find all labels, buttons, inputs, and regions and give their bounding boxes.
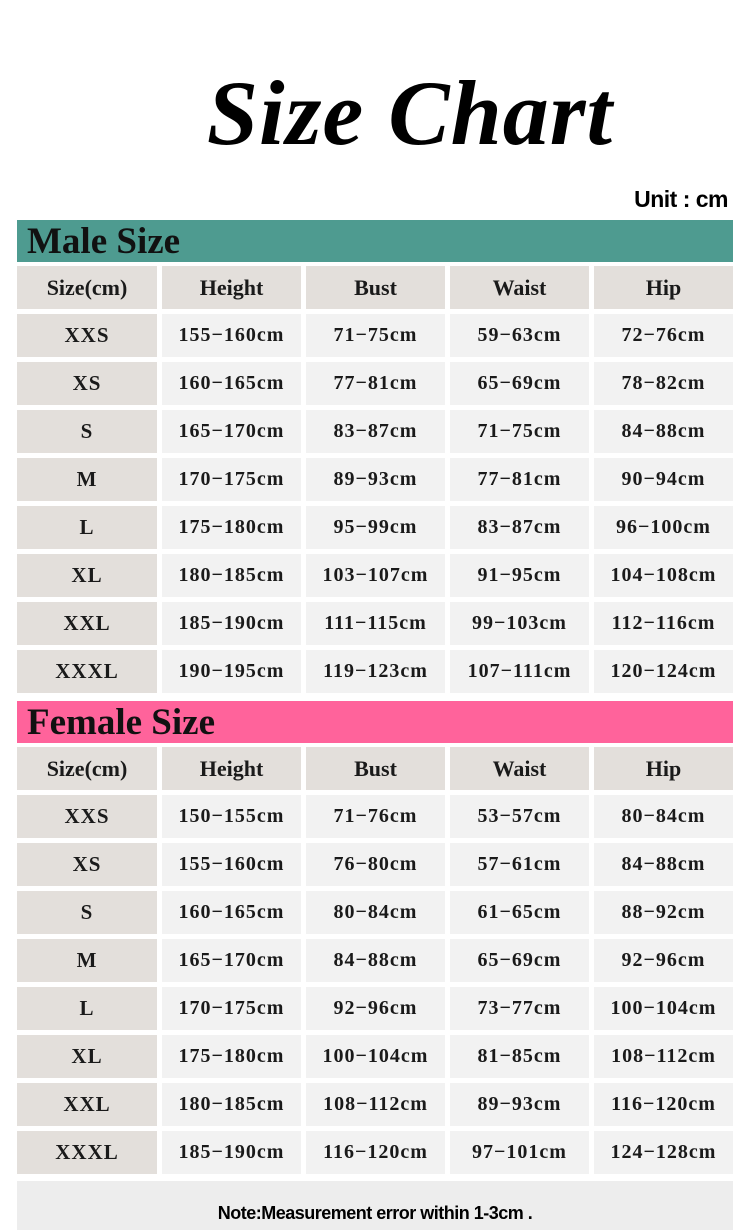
measurement-cell: 89−93cm (306, 458, 445, 501)
male-size-section (17, 220, 733, 698)
male-size-table (17, 266, 733, 698)
measurement-cell: 107−111cm (450, 650, 589, 693)
measurement-cell: 59−63cm (450, 314, 589, 357)
measurement-cell: 180−185cm (162, 1083, 301, 1126)
measurement-cell: 91−95cm (450, 554, 589, 597)
measurement-cell: 111−115cm (306, 602, 445, 645)
size-label-cell: XXXL (17, 1131, 157, 1174)
measurement-cell: 112−116cm (594, 602, 733, 645)
measurement-cell: 71−76cm (306, 795, 445, 838)
measurement-cell: 89−93cm (450, 1083, 589, 1126)
column-header: Waist (450, 266, 589, 309)
size-label-cell: L (17, 987, 157, 1030)
measurement-cell: 80−84cm (594, 795, 733, 838)
measurement-cell: 150−155cm (162, 795, 301, 838)
size-label-cell: XXL (17, 1083, 157, 1126)
measurement-cell: 175−180cm (162, 506, 301, 549)
size-label-cell: XL (17, 1035, 157, 1078)
measurement-cell: 170−175cm (162, 987, 301, 1030)
measurement-cell: 83−87cm (450, 506, 589, 549)
measurement-cell: 53−57cm (450, 795, 589, 838)
measurement-cell: 92−96cm (306, 987, 445, 1030)
unit-label: Unit : cm (634, 186, 728, 212)
column-header: Waist (450, 747, 589, 790)
measurement-cell: 190−195cm (162, 650, 301, 693)
measurement-cell: 95−99cm (306, 506, 445, 549)
column-header: Hip (594, 747, 733, 790)
measurement-cell: 124−128cm (594, 1131, 733, 1174)
measurement-cell: 73−77cm (450, 987, 589, 1030)
male-size-heading: Male Size (17, 220, 733, 262)
measurement-cell: 77−81cm (450, 458, 589, 501)
measurement-cell: 84−88cm (594, 410, 733, 453)
measurement-cell: 155−160cm (162, 314, 301, 357)
measurement-cell: 120−124cm (594, 650, 733, 693)
measurement-cell: 180−185cm (162, 554, 301, 597)
measurement-cell: 185−190cm (162, 602, 301, 645)
measurement-cell: 165−170cm (162, 410, 301, 453)
measurement-cell: 80−84cm (306, 891, 445, 934)
measurement-cell: 185−190cm (162, 1131, 301, 1174)
measurement-cell: 97−101cm (450, 1131, 589, 1174)
female-size-heading: Female Size (17, 701, 733, 743)
measurement-cell: 65−69cm (450, 939, 589, 982)
column-header: Hip (594, 266, 733, 309)
measurement-cell: 99−103cm (450, 602, 589, 645)
female-size-table (17, 747, 733, 1179)
column-header: Size(cm) (17, 747, 157, 790)
measurement-note: Note:Measurement error within 1-3cm . (17, 1181, 733, 1230)
column-header: Height (162, 747, 301, 790)
measurement-cell: 84−88cm (306, 939, 445, 982)
measurement-cell: 160−165cm (162, 891, 301, 934)
measurement-cell: 92−96cm (594, 939, 733, 982)
measurement-cell: 77−81cm (306, 362, 445, 405)
measurement-cell: 103−107cm (306, 554, 445, 597)
female-size-section (17, 701, 733, 1179)
measurement-cell: 119−123cm (306, 650, 445, 693)
measurement-cell: 76−80cm (306, 843, 445, 886)
size-label-cell: XXXL (17, 650, 157, 693)
measurement-cell: 71−75cm (450, 410, 589, 453)
measurement-cell: 81−85cm (450, 1035, 589, 1078)
size-label-cell: XXS (17, 314, 157, 357)
measurement-cell: 90−94cm (594, 458, 733, 501)
measurement-cell: 83−87cm (306, 410, 445, 453)
size-label-cell: XL (17, 554, 157, 597)
measurement-cell: 108−112cm (594, 1035, 733, 1078)
measurement-cell: 104−108cm (594, 554, 733, 597)
measurement-cell: 108−112cm (306, 1083, 445, 1126)
measurement-cell: 165−170cm (162, 939, 301, 982)
size-label-cell: L (17, 506, 157, 549)
measurement-cell: 100−104cm (594, 987, 733, 1030)
measurement-cell: 72−76cm (594, 314, 733, 357)
size-label-cell: XXL (17, 602, 157, 645)
column-header: Bust (306, 747, 445, 790)
page-title: Size Chart (206, 62, 614, 164)
measurement-cell: 100−104cm (306, 1035, 445, 1078)
measurement-cell: 155−160cm (162, 843, 301, 886)
measurement-cell: 57−61cm (450, 843, 589, 886)
measurement-cell: 170−175cm (162, 458, 301, 501)
column-header: Size(cm) (17, 266, 157, 309)
measurement-cell: 175−180cm (162, 1035, 301, 1078)
measurement-cell: 160−165cm (162, 362, 301, 405)
measurement-cell: 116−120cm (594, 1083, 733, 1126)
size-label-cell: XS (17, 843, 157, 886)
measurement-cell: 78−82cm (594, 362, 733, 405)
size-label-cell: XXS (17, 795, 157, 838)
column-header: Bust (306, 266, 445, 309)
size-label-cell: S (17, 410, 157, 453)
size-label-cell: XS (17, 362, 157, 405)
size-label-cell: S (17, 891, 157, 934)
measurement-cell: 96−100cm (594, 506, 733, 549)
measurement-cell: 65−69cm (450, 362, 589, 405)
measurement-cell: 61−65cm (450, 891, 589, 934)
measurement-cell: 88−92cm (594, 891, 733, 934)
measurement-cell: 116−120cm (306, 1131, 445, 1174)
size-label-cell: M (17, 458, 157, 501)
measurement-cell: 84−88cm (594, 843, 733, 886)
column-header: Height (162, 266, 301, 309)
size-label-cell: M (17, 939, 157, 982)
measurement-cell: 71−75cm (306, 314, 445, 357)
